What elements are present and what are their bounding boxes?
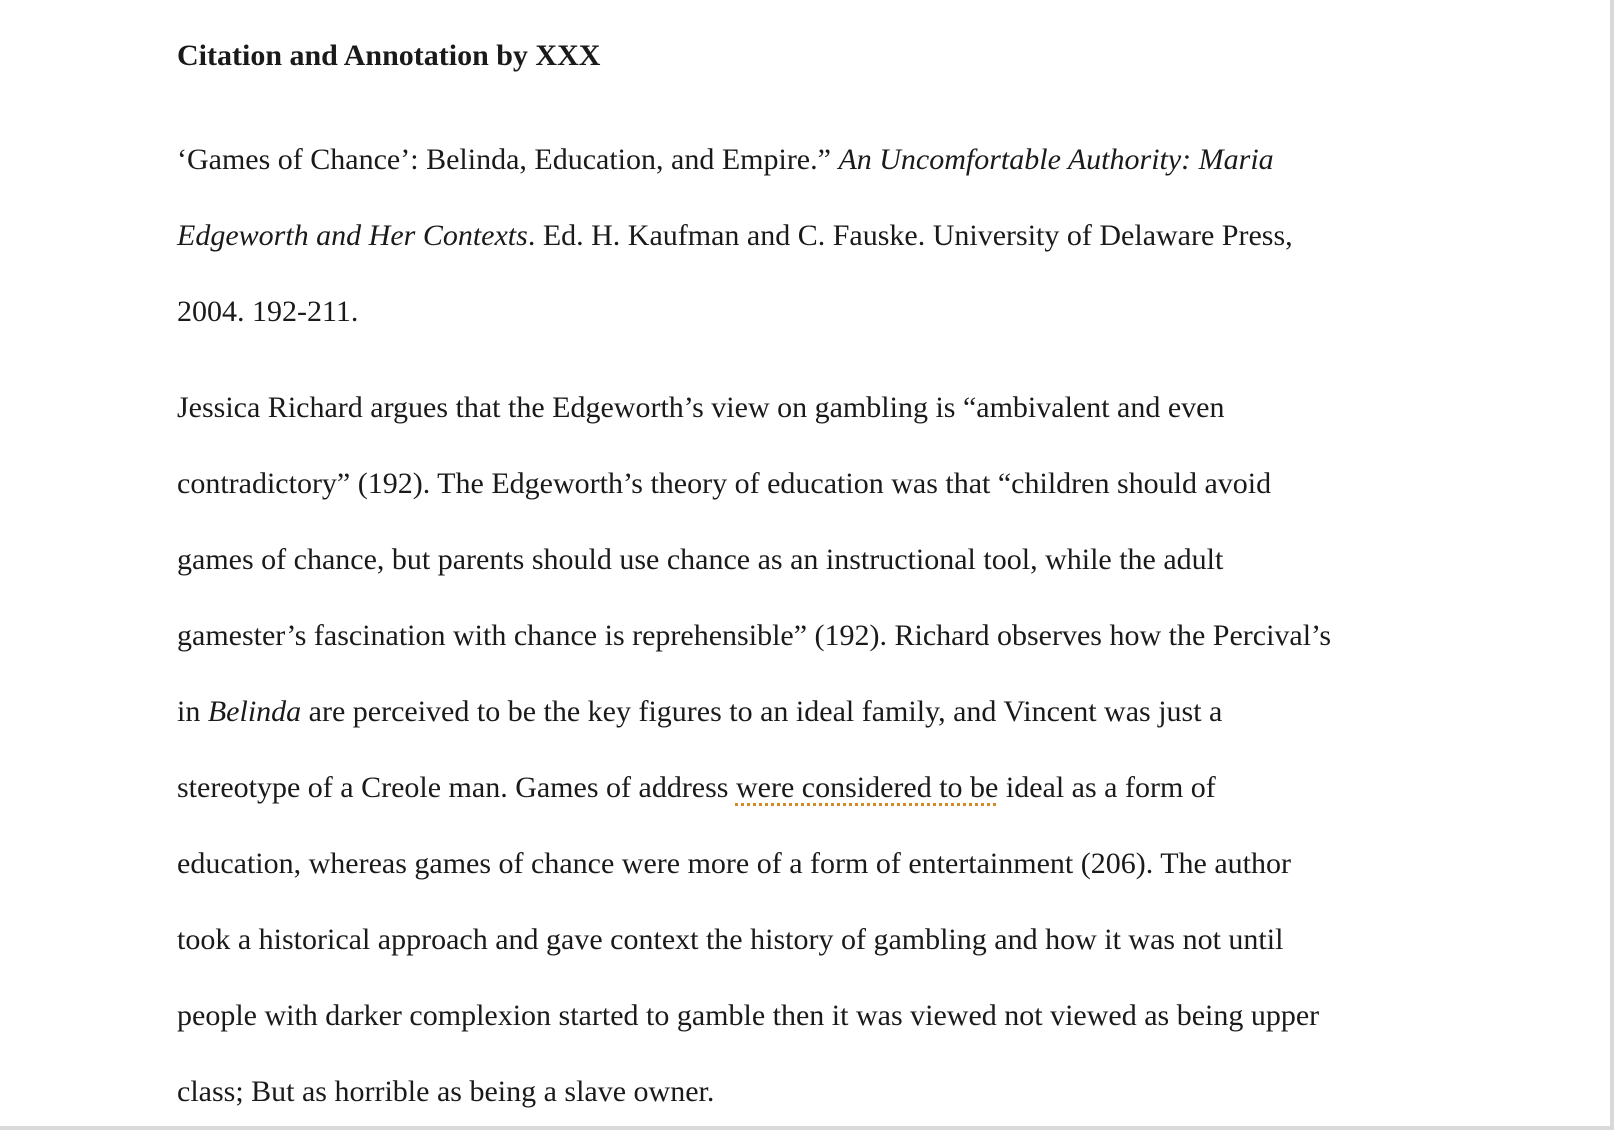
annotation-text: ideal as a form of — [998, 771, 1216, 804]
annotation-text: in — [177, 695, 208, 728]
citation-line-1 — [177, 122, 1417, 198]
citation-paragraph — [177, 122, 1417, 350]
citation-publisher: . Ed. H. Kaufman and C. Fauske. University of Delaware Press, — [527, 219, 1293, 252]
annotation-italic-title: Belinda — [207, 695, 302, 728]
document-heading: Citation and Annotation by XXX — [177, 39, 601, 72]
citation-article-title: ‘Games of Chance’: Belinda, Education, and Empire.” — [177, 143, 839, 176]
annotation-line-3: games of chance, but parents should use chance as an instructional tool, while the adult — [177, 543, 1224, 576]
citation-book-title-part-2: Edgeworth and Her Contexts — [177, 219, 528, 252]
annotation-line-7: education, whereas games of chance were more of a form of entertainment (206). The author — [177, 847, 1291, 880]
annotation-line-9: people with darker complexion started to gamble then it was viewed not viewed as being upper — [177, 999, 1320, 1032]
annotation-line-1: Jessica Richard argues that the Edgeworth’s view on gambling is “ambivalent and even — [177, 391, 1225, 424]
grammar-suggestion-underline[interactable]: were considered to be — [735, 771, 999, 804]
annotation-text: stereotype of a Creole man. Games of address — [177, 771, 736, 804]
annotation-line-4: gamester’s fascination with chance is reprehensible” (192). Richard observes how the Percival’s — [177, 619, 1332, 652]
annotation-paragraph — [177, 370, 1417, 1130]
annotation-text: are perceived to be the key figures to an ideal family, and Vincent was just a — [301, 695, 1223, 728]
citation-book-title-part-1: An Uncomfortable Authority: Maria — [838, 143, 1274, 176]
document-body[interactable] — [177, 30, 1417, 1130]
annotation-line-5 — [177, 674, 1417, 750]
annotation-line-10: class; But as horrible as being a slave owner. — [177, 1075, 715, 1108]
citation-line-3: 2004. 192-211. — [177, 295, 359, 328]
annotation-line-2: contradictory” (192). The Edgeworth’s theory of education was that “children should avoid — [177, 467, 1272, 500]
annotation-line-6 — [177, 750, 1417, 826]
annotation-line-8: took a historical approach and gave context the history of gambling and how it was not until — [177, 923, 1284, 956]
citation-line-2 — [177, 198, 1417, 274]
